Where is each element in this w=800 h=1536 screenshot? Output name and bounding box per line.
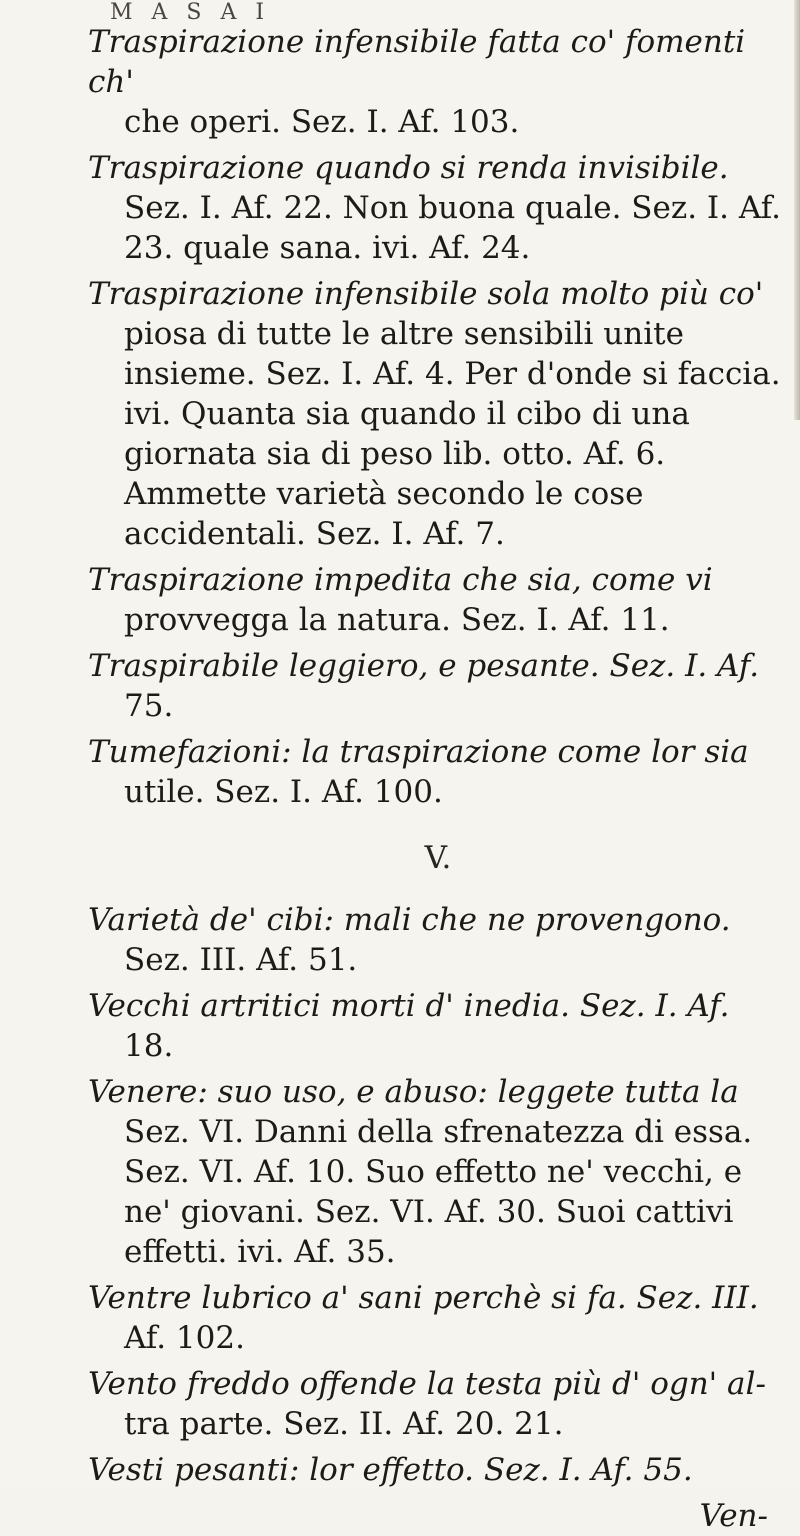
entry-head: Vento freddo offende la testa più d' ogn' al- [88, 1366, 766, 1402]
page-edge-shadow [794, 0, 800, 420]
index-entry [88, 560, 788, 640]
index-column [88, 22, 788, 1536]
entry-continuation: Sez. I. Af. 22. Non buona quale. Sez. I. Af. 23. quale sana. ivi. Af. 24. [124, 190, 781, 266]
index-entry [88, 986, 788, 1066]
index-entry [88, 732, 788, 812]
entry-head: Traspirazione infensibile sola molto più co' [88, 276, 764, 312]
section-letter: V. [424, 840, 452, 876]
index-entry [88, 900, 788, 980]
entry-head: Tumefazioni: la traspirazione come lor sia [88, 734, 749, 770]
entry-head: Traspirazione infensibile fatta co' fomenti ch' [88, 24, 746, 100]
index-entry [88, 1450, 788, 1490]
entry-continuation: 75. [124, 688, 174, 724]
entry-continuation: Af. 102. [124, 1320, 245, 1356]
entry-continuation: 18. [124, 1028, 174, 1064]
entry-head: Ventre lubrico a' sani perchè si fa. Sez. III. [88, 1280, 759, 1316]
entry-continuation: che operi. Sez. I. Af. 103. [124, 104, 520, 140]
entry-continuation: Sez. VI. Danni della sfrenatezza di essa. Sez. VI. Af. 10. Suo effetto ne' vecchi, e ne' giovani. Sez. VI. Af. 30. Suoi cattivi effetti. ivi. Af. 35. [124, 1114, 753, 1270]
index-entry [88, 1072, 788, 1272]
entry-head: Traspirabile leggiero, e pesante. Sez. I. Af. [88, 648, 760, 684]
entry-continuation: piosa di tutte le altre sensibili unite insieme. Sez. I. Af. 4. Per d'onde si faccia. ivi. Quanta sia quando il cibo di una giornata sia di peso lib. otto. Af. 6. Ammette varietà secondo le cose accidentali. Sez. I. Af. 7. [124, 316, 781, 552]
entry-continuation: Sez. III. Af. 51. [124, 942, 358, 978]
entry-head: Varietà de' cibi: mali che ne provengono. [88, 902, 731, 938]
index-entry [88, 646, 788, 726]
entry-continuation: tra parte. Sez. II. Af. 20. 21. [124, 1406, 564, 1442]
entry-continuation: utile. Sez. I. Af. 100. [124, 774, 443, 810]
running-head-mark: M A S A I [110, 0, 271, 25]
entry-head: Vesti pesanti: lor effetto. Sez. I. Af. 55. [88, 1452, 693, 1488]
index-entry [88, 148, 788, 268]
index-entry [88, 1364, 788, 1444]
index-entry [88, 1278, 788, 1358]
entry-head: Venere: suo uso, e abuso: leggete tutta la [88, 1074, 739, 1110]
entry-head: Traspirazione impedita che sia, come vi [88, 562, 713, 598]
entry-continuation: provvegga la natura. Sez. I. Af. 11. [124, 602, 670, 638]
catchword: Ven- [699, 1498, 768, 1534]
entry-head: Traspirazione quando si renda invisibile. [88, 150, 729, 186]
index-entry [88, 22, 788, 142]
index-entry [88, 274, 788, 554]
entry-head: Vecchi artritici morti d' inedia. Sez. I. Af. [88, 988, 730, 1024]
